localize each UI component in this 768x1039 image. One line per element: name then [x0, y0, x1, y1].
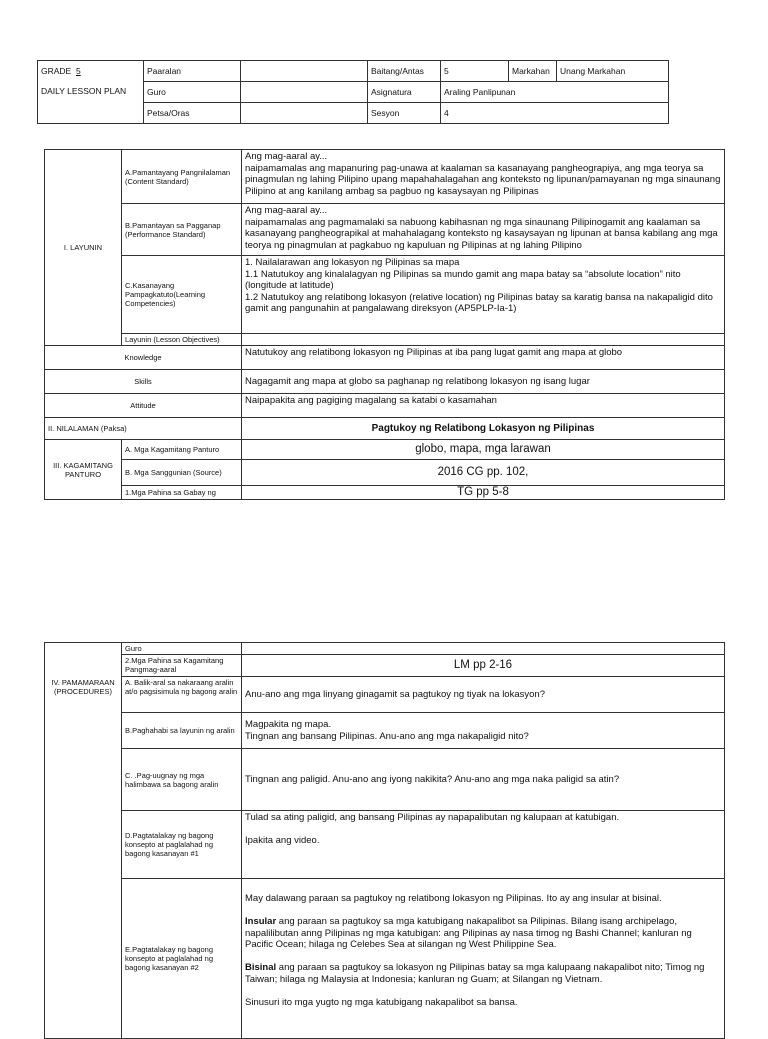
- knowledge-text: Natutukoy ang relatibong lokasyon ng Pilipinas at iba pang lugat gamit ang mapa at globo: [242, 346, 725, 370]
- pahina-label: 2.Mga Pahina sa Kagamitang Pangmag-aaral: [122, 655, 242, 677]
- pagtatalakay-2-label: E.Pagtatalakay ng bagong konsepto at paglalahad ng bagong kasanayan #2: [122, 879, 242, 1039]
- skills-label: Skills: [45, 370, 242, 394]
- nilalaman-text: Pagtukoy ng Relatibong Lokasyon ng Pilipinas: [242, 418, 725, 440]
- objectives-label: Layunin (Lesson Objectives): [122, 334, 242, 346]
- kagamitan-b-label: B. Mga Sanggunian (Source): [122, 460, 242, 486]
- kagamitan-a-text: globo, mapa, mga larawan: [242, 440, 725, 460]
- guro-blank-cell: [45, 643, 122, 677]
- content-standard-label: A.Pamantayang Pangnilalaman (Content Standard): [122, 150, 242, 204]
- asignatura-value: Araling Panlipunan: [441, 82, 669, 103]
- procedures-table: [44, 642, 725, 1039]
- baitang-label: Baitang/Antas: [368, 61, 441, 82]
- paaralan-label: Paaralan: [144, 61, 241, 82]
- balik-aral-label: A. Balik-aral sa nakaraang aralin at/o pagsisimula ng bagong aralin: [122, 677, 242, 713]
- markahan-label: Markahan: [509, 61, 557, 82]
- performance-standard-text: Ang mag-aaral ay... naipamamalas ang pagmamalaki sa nabuong kabihasnan ng mga sinaunang Pilipinogamit ang kaalaman sa kasanayang pangheograpikal at mahahalagang konteksto ng kasaysayan ng lipunan at bansa kabilang ang mga teorya ng pinagmulan at pagkabuo ng kapuluan ng Pilipinas at ng lahing Pilipino: [242, 204, 725, 256]
- guro-label: Guro: [144, 82, 241, 103]
- pahina-text: LM pp 2-16: [242, 655, 725, 677]
- pagtatalakay-1-text: Tulad sa ating paligid, ang bansang Pilipinas ay napapalibutan ng kalupaan at katubigan. Ipakita ang video.: [242, 811, 725, 879]
- page2-guro-label: Guro: [122, 643, 242, 655]
- nilalaman-label: II. NILALAMAN (Paksa): [45, 418, 242, 440]
- lesson-table: [44, 149, 725, 500]
- competencies-label: C.Kasanayang Pampagkatuto(Learning Competencies): [122, 256, 242, 334]
- balik-aral-text: Anu-ano ang mga linyang ginagamit sa pagtukoy ng tiyak na lokasyon?: [242, 677, 725, 713]
- paghahabi-label: B.Paghahabi sa layunin ng aralin: [122, 713, 242, 749]
- kagamitan-b-text: 2016 CG pp. 102,: [242, 460, 725, 486]
- content-standard-text: Ang mag-aaral ay... naipamamalas ang mapanuring pag-unawa at kaalaman sa kasanayang pangheograpiya, ang mga teorya sa pinagmulan ng lahing Pilipino upang mapahahalagahan ang konteksto ng lipunan/pamayanan ng mga sinaunang Pilipino at ang kanilang ambag sa pagbuo ng kasaysayan ng Pilipinas: [242, 150, 725, 204]
- competencies-text: 1. Nailalarawan ang lokasyon ng Pilipinas sa mapa 1.1 Natutukoy ang kinalalagyan ng Pilipinas sa mundo gamit ang mapa batay sa “absolute location” nito (longitude at latitude) 1.2 Natutukoy ang relatibong lokasyon (relative location) ng Pilipinas batay sa karatig bansa na nakapaligid dito gamit ang pangunahin at pangalawang direksyon (AP5PLP-Ia-1): [242, 256, 725, 334]
- skills-text: Nagagamit ang mapa at globo sa paghanap ng relatibong lokasyon ng isang lugar: [242, 370, 725, 394]
- header-table: [37, 60, 669, 124]
- petsa-value[interactable]: [241, 103, 368, 124]
- kagamitan-section: III. KAGAMITANG PANTURO: [45, 440, 122, 500]
- paaralan-value[interactable]: [241, 61, 368, 82]
- layunin-section: I. LAYUNIN: [45, 150, 122, 346]
- sesyon-label: Sesyon: [368, 103, 441, 124]
- pag-uugnay-text: Tingnan ang paligid. Anu-ano ang iyong nakikita? Anu-ano ang mga naka paligid sa atin?: [242, 749, 725, 811]
- grade-cell: GRADE 5: [38, 61, 144, 82]
- pamamaraan-section: IV. PAMAMARAAN (PROCEDURES): [45, 677, 122, 1039]
- kagamitan-a-label: A. Mga Kagamitang Panturo: [122, 440, 242, 460]
- performance-standard-label: B.Pamantayan sa Pagganap (Performance Standard): [122, 204, 242, 256]
- petsa-label: Petsa/Oras: [144, 103, 241, 124]
- attitude-label: Attitude: [45, 394, 242, 418]
- kagamitan-c-text: TG pp 5-8: [242, 486, 725, 500]
- asignatura-label: Asignatura: [368, 82, 441, 103]
- knowledge-label: Knowledge: [45, 346, 242, 370]
- paghahabi-text: Magpakita ng mapa. Tingnan ang bansang Pilipinas. Anu-ano ang mga nakapaligid nito?: [242, 713, 725, 749]
- pagtatalakay-1-label: D.Pagtatalakay ng bagong konsepto at paglalahad ng bagong kasanayan #1: [122, 811, 242, 879]
- dlp-label: DAILY LESSON PLAN: [38, 82, 144, 124]
- pagtatalakay-2-text: May dalawang paraan sa pagtukoy ng relatibong lokasyon ng Pilipinas. Ito ay ang insular at bisinal. Insular ang paraan sa pagtukoy sa mga katubigang nakapalibot sa Pilipinas. Bilang isang archipelago, napalilibutan anng Pilipinas ng mga katubigan: ang Pilipinas ay nasa timog ng Bashi Channel; kanluran ng Pacific Ocean; hilaga ng Celebes Sea at silangan ng West Philippine Sea. Bisinal ang paraan sa pagtukoy sa lokasyon ng Pilipinas batay sa mga kalupaang nakapalibot nito; Timog ng Taiwan; hilaga ng Malaysia at Indonesia; kanluran ng Guam; at Silangan ng Vietnam. Sinusuri ito mga yugto ng mga katubigang nakapalibot sa bansa.: [242, 879, 725, 1039]
- kagamitan-c-label: 1.Mga Pahina sa Gabay ng: [122, 486, 242, 500]
- baitang-value: 5: [441, 61, 509, 82]
- markahan-value: Unang Markahan: [557, 61, 669, 82]
- attitude-text: Naipapakita ang pagiging magalang sa katabi o kasamahan: [242, 394, 725, 418]
- objectives-value: [242, 334, 725, 346]
- pag-uugnay-label: C. .Pag-uugnay ng mga halimbawa sa bagong aralin: [122, 749, 242, 811]
- sesyon-value: 4: [441, 103, 669, 124]
- page2-guro-value: [242, 643, 725, 655]
- guro-value[interactable]: [241, 82, 368, 103]
